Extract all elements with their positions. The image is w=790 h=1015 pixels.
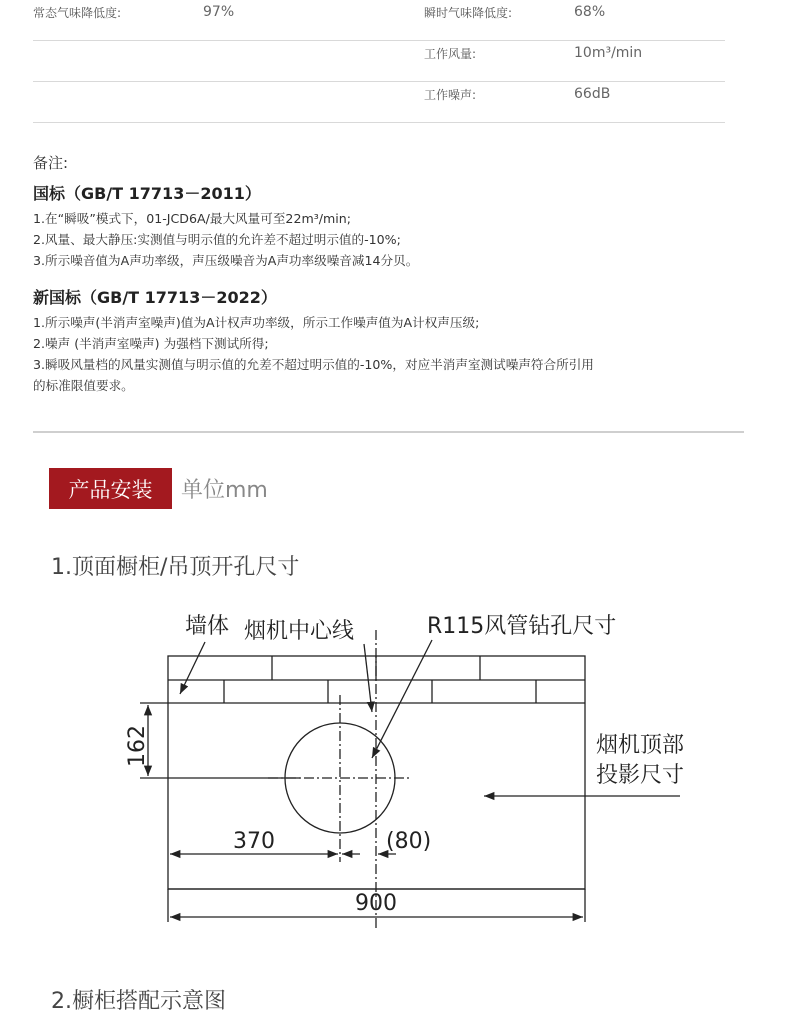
install-badge: 产品安装 xyxy=(49,468,172,509)
spec-key: 工作风量: xyxy=(424,47,477,61)
spec-table xyxy=(33,0,725,123)
note-line: 1.在“瞬吸”模式下，01-JCD6A/最大风量可至22m³/min; xyxy=(33,211,352,226)
note-line: 的标准限值要求。 xyxy=(33,378,134,393)
dim-80-label: (80) xyxy=(386,829,432,854)
cutout-diagram xyxy=(0,600,790,980)
centerline-leader xyxy=(364,644,372,712)
spec-row xyxy=(33,41,725,82)
note-line: 3.所示噪音值为A声功率级，声压级噪音为A声功率级噪音减14分贝。 xyxy=(33,253,419,268)
notes-label: 备注: xyxy=(33,154,69,172)
note-line: 2.噪声 (半消声室噪声) 为强档下测试所得; xyxy=(33,336,269,351)
wall-label: 墙体 xyxy=(185,614,230,639)
spec-row xyxy=(33,82,725,123)
centerline-label: 烟机中心线 xyxy=(244,619,355,644)
spec-value: 97% xyxy=(203,4,235,20)
unit-label: 单位mm xyxy=(181,478,268,503)
section-divider xyxy=(33,431,744,433)
spec-key: 瞬时气味降低度: xyxy=(424,6,513,20)
note-line: 2.风量、最大静压:实测值与明示值的允许差不超过明示值的-10%; xyxy=(33,232,401,247)
spec-key: 常态气味降低度: xyxy=(33,6,122,20)
section-title-cabinet: 2.橱柜搭配示意图 xyxy=(51,989,226,1014)
duct-leader xyxy=(372,640,432,758)
section-title-cutout: 1.顶面橱柜/吊顶开孔尺寸 xyxy=(51,555,300,580)
note-line: 3.瞬吸风量档的风量实测值与明示值的允差不超过明示值的-10%，对应半消声室测试噪声符合所引用 xyxy=(33,357,594,372)
duct-label: R115风管钻孔尺寸 xyxy=(427,614,617,639)
spec-value: 66dB xyxy=(574,86,611,102)
spec-key: 工作噪声: xyxy=(424,88,477,102)
dim-162-label: 162 xyxy=(125,725,150,767)
spec-row xyxy=(33,0,725,41)
wall-leader xyxy=(180,642,205,694)
dim-370-label: 370 xyxy=(233,829,275,854)
standard-title-2011: 国标（GB/T 17713－2011） xyxy=(33,184,261,203)
note-line: 1.所示噪声(半消声室噪声)值为A计权声功率级，所示工作噪声值为A计权声压级; xyxy=(33,315,480,330)
spec-value: 10m³/min xyxy=(574,45,643,61)
notes-section xyxy=(33,152,733,396)
projection-label-1: 烟机顶部 xyxy=(596,733,685,758)
dim-900-label: 900 xyxy=(355,891,397,916)
projection-label-2: 投影尺寸 xyxy=(596,763,685,788)
standard-title-2022: 新国标（GB/T 17713－2022） xyxy=(33,288,277,307)
spec-value: 68% xyxy=(574,4,606,20)
